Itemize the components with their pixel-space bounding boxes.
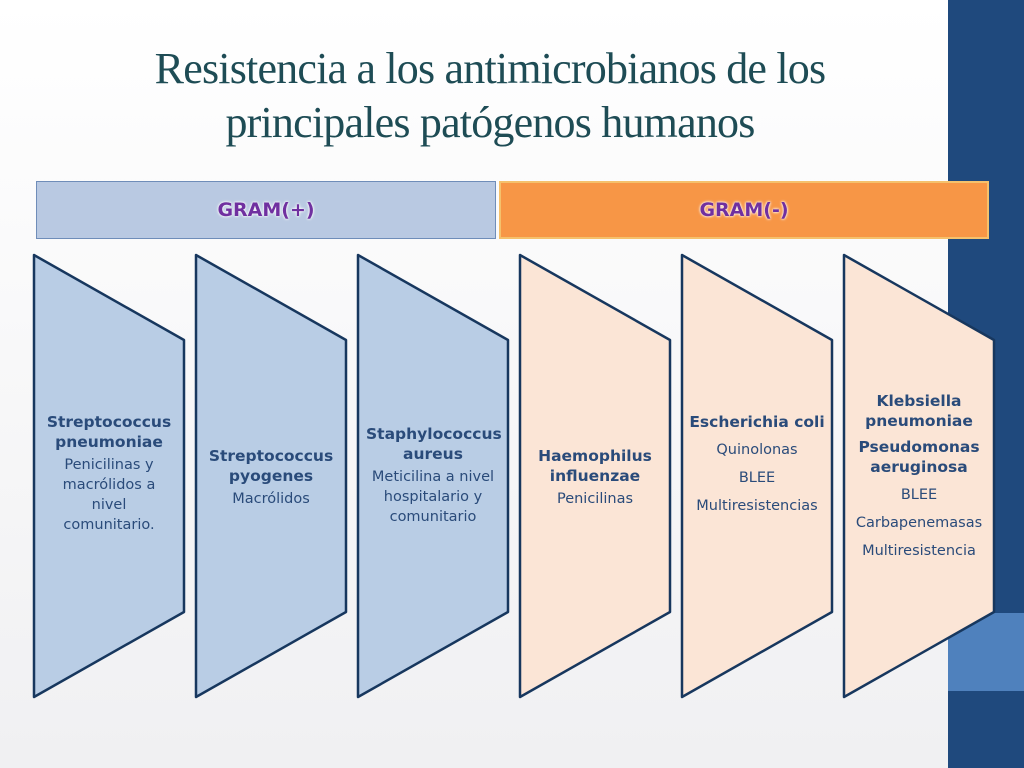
organism-name-secondary: Pseudomonas aeruginosa <box>858 438 980 476</box>
card-streptococcus-pneumoniae <box>44 398 174 548</box>
organism-name: Escherichia coli <box>689 413 825 431</box>
resistance-detail: Multiresistencias <box>696 498 818 514</box>
slide-title: Resistencia a los antimicrobianos de los principales patógenos humanos <box>154 44 826 147</box>
card-staphylococcus-aureus <box>366 410 500 540</box>
resistance-detail: Quinolonas <box>716 442 798 458</box>
organism-name: Haemophilus influenzae <box>538 446 652 485</box>
resistance-detail: BLEE <box>738 470 776 486</box>
resistance-detail: Multiresistencia <box>862 543 976 559</box>
gram-positive-label: GRAM(+) <box>217 199 315 221</box>
organism-name: Staphylococcus aureus <box>366 424 502 463</box>
resistance-detail: Carbapenemasas <box>855 515 983 531</box>
resistance-detail: Meticilina a nivel hospitalario y comunitario <box>371 468 495 525</box>
organism-name: Streptococcus pneumoniae <box>46 412 172 451</box>
card-streptococcus-pyogenes <box>205 422 337 532</box>
organism-name: Klebsiella pneumoniae <box>865 392 973 430</box>
resistance-detail: BLEE <box>900 487 938 503</box>
resistance-detail: Penicilinas y macrólidos a nivel comunitario. <box>62 456 156 533</box>
card-klebsiella-pseudomonas <box>846 376 992 576</box>
card-haemophilus-influenzae <box>528 422 662 532</box>
gram-negative-label: GRAM(-) <box>699 199 789 221</box>
card-escherichia-coli <box>686 394 828 534</box>
resistance-detail: Penicilinas <box>556 490 634 507</box>
organism-name: Streptococcus pyogenes <box>208 446 334 485</box>
resistance-detail: Macrólidos <box>232 490 310 507</box>
